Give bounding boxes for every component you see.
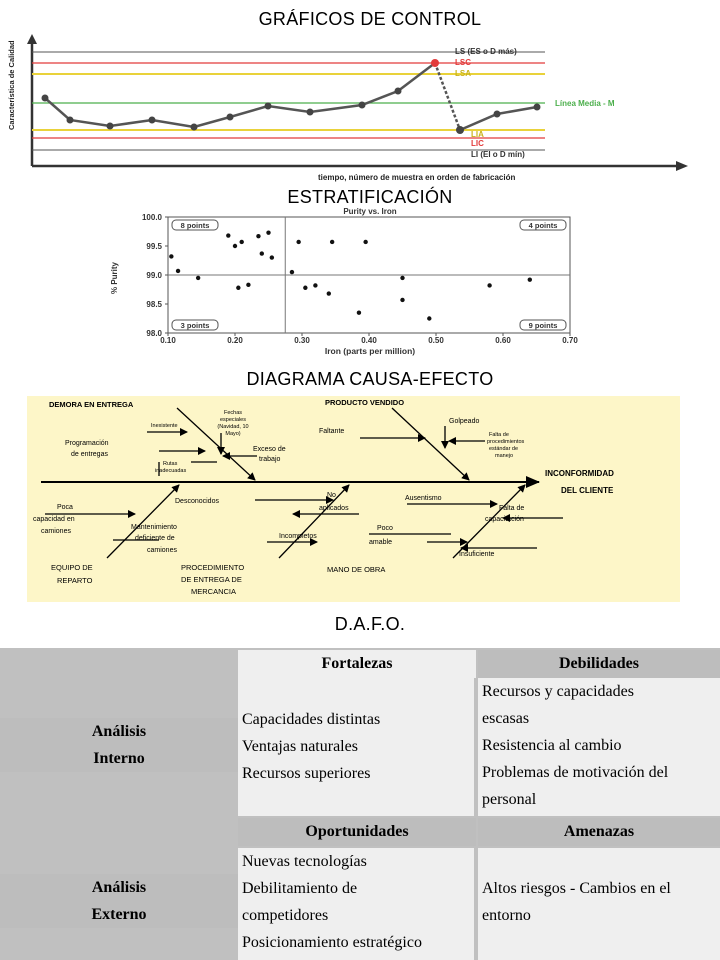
scatter-point (400, 276, 404, 280)
dafo-d-item: Resistencia al cambio (482, 737, 622, 754)
scatter-point (357, 311, 361, 315)
fb-mant-1: deficiente de (135, 535, 175, 542)
fb-noaplicados-0: No (327, 492, 336, 499)
dafo-amenazas-label: Amenazas (563, 823, 635, 840)
scatter-point (327, 291, 331, 295)
label-lsa: LSA (455, 69, 471, 78)
fb-faltante: Faltante (319, 428, 345, 435)
control-chart-title: GRÁFICOS DE CONTROL (258, 9, 482, 29)
fb-head-0: INCONFORMIDAD (545, 469, 614, 478)
fb-prog-0: Programación (65, 440, 109, 447)
fb-poca-2: camiones (41, 528, 71, 535)
fb-insuficiente: Insuficiente (459, 551, 495, 558)
fb-exceso-0: Exceso de (253, 446, 286, 453)
dafo-title: D.A.F.O. (334, 614, 406, 634)
scatter-quadrant-label: 9 points (528, 321, 558, 330)
fb-golpeado: Golpeado (449, 418, 480, 425)
fb-fechas-1: especiales (220, 417, 246, 423)
scatter-point (363, 240, 367, 244)
scatter-x-tick-label: 0.40 (361, 336, 377, 345)
control-x-arrow (676, 161, 688, 171)
fishbone-title: DIAGRAMA CAUSA-EFECTO (246, 369, 494, 389)
fb-desconocidos: Desconocidos (175, 498, 219, 505)
fb-faltaproc-1: procedimientos (487, 439, 525, 445)
scatter-chart (100, 204, 580, 360)
scatter-x-tick-label: 0.30 (294, 336, 310, 345)
dafo-interno-line-1: Interno (93, 750, 145, 767)
scatter-title: Purity vs. Iron (343, 207, 397, 216)
scatter-point (226, 233, 230, 237)
scatter-y-tick-label: 99.5 (146, 242, 162, 251)
dafo-o-item: competidores (242, 907, 329, 924)
dafo-f-item: Ventajas naturales (242, 738, 358, 755)
control-ylabel: Característica de Calidad (7, 40, 16, 130)
dafo-externo-line-0: Análisis (91, 879, 147, 896)
label-lic: LIC (471, 139, 484, 148)
scatter-x-tick-label: 0.70 (562, 336, 578, 345)
dafo-interno-label (0, 718, 238, 772)
fb-fechas-0: Fechas (223, 410, 243, 416)
fb-poca-0: Poca (57, 504, 73, 511)
fb-pocoamable-1: amable (369, 539, 392, 546)
label-lsc: LSC (455, 58, 471, 67)
dafo-fortalezas-label: Fortalezas (321, 655, 393, 672)
scatter-y-tick-label: 99.0 (146, 271, 162, 280)
fb-faltaproc-3: manejo (495, 453, 514, 459)
scatter-y-tick-label: 98.5 (146, 300, 162, 309)
fb-inexistente: Inexistente (151, 423, 178, 429)
fb-cat-demora: DEMORA EN ENTREGA (49, 400, 134, 409)
scatter-quadrant-label: 8 points (180, 221, 210, 230)
scatter-point (330, 240, 334, 244)
fb-fechas-3: Mayo) (225, 431, 241, 437)
dafo-d-item: escasas (482, 710, 530, 727)
scatter-point (427, 316, 431, 320)
fb-mant-2: camiones (147, 547, 177, 554)
scatter-x-tick-label: 0.60 (495, 336, 511, 345)
fb-cat-proc-2: MERCANCIA (191, 587, 237, 596)
scatter-quadrant-label: 3 points (180, 321, 210, 330)
label-li: LI (EI o D mín) (471, 150, 525, 159)
dafo-oportunidades-cell (238, 848, 474, 960)
dafo-a-item: Altos riesgos - Cambios en el (482, 880, 671, 897)
fb-pocoamable-0: Poco (377, 525, 393, 532)
control-xlabel: tiempo, número de muestra en orden de fabricación (318, 173, 516, 182)
dafo-fortalezas-cell (238, 678, 474, 816)
scatter-quadrant-label: 4 points (528, 221, 558, 230)
dafo-f-item: Recursos superiores (242, 765, 371, 782)
dafo-debilidades-label: Debilidades (558, 655, 639, 672)
dafo-interno-line-0: Análisis (91, 723, 147, 740)
dafo-d-item: Problemas de motivación del (482, 764, 669, 781)
scatter-xlabel: Iron (parts per million) (324, 346, 416, 356)
scatter-point (260, 251, 264, 255)
fb-poca-1: capacidad en (33, 516, 75, 523)
dafo-o-item: Debilitamiento de (242, 880, 358, 897)
dafo-d-item: Recursos y capacidades (482, 683, 634, 700)
fb-cat-equipo-1: REPARTO (57, 576, 93, 585)
scatter-point (313, 283, 317, 287)
scatter-point (290, 270, 294, 274)
scatter-x-tick-label: 0.10 (160, 336, 176, 345)
scatter-point (266, 230, 270, 234)
scatter-point (256, 234, 260, 238)
scatter-x-tick-label: 0.50 (428, 336, 444, 345)
dafo-header-oportunidades (238, 818, 476, 846)
scatter-x-tick-label: 0.20 (227, 336, 243, 345)
fb-exceso-1: trabajo (259, 456, 281, 463)
fb-cat-mano: MANO DE OBRA (327, 565, 386, 574)
fb-faltacap-1: capacitación (485, 516, 524, 523)
fishbone-diagram (27, 396, 680, 602)
dafo-o-item: Nuevas tecnologías (242, 853, 367, 870)
fb-faltacap-0: Falta de (499, 505, 525, 512)
label-mid: Línea Media - M (555, 99, 615, 108)
dafo-f-item: Capacidades distintas (242, 711, 381, 728)
strat-title: ESTRATIFICACIÓN (287, 187, 453, 207)
fb-faltaproc-2: estándar de (489, 446, 519, 452)
dafo-header-debilidades (478, 650, 720, 678)
fb-cat-proc-1: DE ENTREGA DE (181, 575, 242, 584)
scatter-point (196, 276, 200, 280)
fb-rutas-1: inadecuadas (155, 468, 187, 474)
fb-incompletos: Incompletos (279, 533, 317, 540)
scatter-point (233, 244, 237, 248)
fb-cat-producto: PRODUCTO VENDIDO (325, 398, 405, 407)
fb-head-1: DEL CLIENTE (561, 486, 614, 495)
scatter-point (176, 269, 180, 273)
scatter-point (169, 254, 173, 258)
fb-rutas-0: Rutas (163, 461, 178, 467)
scatter-point (246, 283, 250, 287)
fb-ausentismo: Ausentismo (405, 495, 442, 502)
scatter-point (528, 277, 532, 281)
dafo-d-item: personal (482, 791, 537, 808)
fb-prog-1: de entregas (71, 451, 108, 458)
dafo-o-item: Posicionamiento estratégico (242, 934, 422, 951)
scatter-point (236, 286, 240, 290)
control-series-line (45, 63, 435, 127)
fb-faltaproc-0: Falta de (489, 432, 509, 438)
dafo-amenazas-cell (478, 848, 720, 960)
scatter-point (303, 286, 307, 290)
dafo-a-item: entorno (482, 907, 531, 924)
dafo-externo-line-1: Externo (91, 906, 147, 923)
scatter-point (400, 298, 404, 302)
dafo-externo-label (0, 874, 238, 928)
scatter-y-tick-label: 100.0 (141, 213, 162, 222)
scatter-point (270, 255, 274, 259)
scatter-ylabel: % Purity (110, 261, 119, 294)
label-lia: LIA (471, 130, 484, 139)
control-chart (0, 34, 720, 184)
scatter-point (487, 283, 491, 287)
fb-mant-0: Mantenimiento (131, 524, 177, 531)
dafo-header-amenazas (478, 818, 720, 846)
dafo-debilidades-cell (478, 678, 720, 816)
dafo-oportunidades-label: Oportunidades (305, 823, 409, 840)
scatter-point (296, 240, 300, 244)
dafo-table (0, 648, 720, 960)
fb-noaplicados-1: aplicados (319, 505, 349, 512)
control-y-arrow (27, 34, 37, 44)
fb-cat-equipo-0: EQUIPO DE (51, 563, 93, 572)
control-series-end (460, 107, 537, 130)
label-ls: LS (ES o D más) (455, 47, 517, 56)
scatter-point (240, 240, 244, 244)
scatter-y-tick-label: 98.0 (146, 329, 162, 338)
dafo-header-fortalezas (238, 650, 476, 678)
fb-cat-proc-0: PROCEDIMIENTO (181, 563, 245, 572)
fb-fechas-2: (Navidad, 10 (217, 424, 249, 430)
